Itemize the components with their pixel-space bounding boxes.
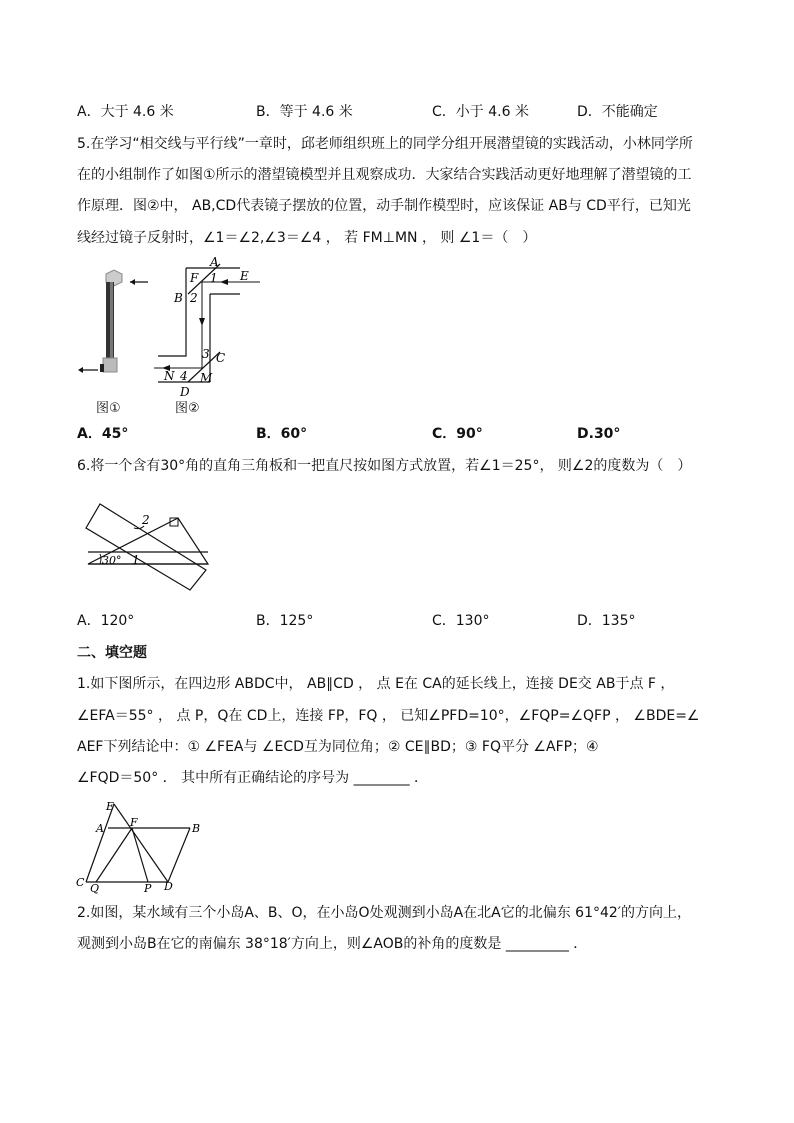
label-d: D — [180, 385, 190, 399]
q6-option-b: B．125° — [256, 613, 314, 629]
q4-option-c: C．小于 4.6 米 — [432, 104, 529, 120]
label-angle-4: 4 — [180, 369, 188, 383]
periscope-diagram-figure — [150, 255, 270, 399]
f1-label-c: C — [76, 876, 85, 889]
label-m: M — [200, 371, 213, 385]
label-c: C — [216, 351, 226, 365]
fig2-caption: 图② — [175, 401, 200, 416]
periscope-model-figure — [78, 268, 138, 388]
f1-label-e: E — [106, 800, 115, 813]
q6-label-angle-2: 2 — [142, 513, 150, 527]
f1-label-f: F — [130, 816, 138, 829]
f2-line-2: 观测到小岛B在它的南偏东 38°18′方向上，则∠AOB的补角的度数是 _________ ． — [77, 936, 588, 952]
quadrilateral-figure — [76, 800, 208, 895]
q6-line: 6.将一个含有30°角的直角三角板和一把直尺按如图方式放置，若∠1＝25°， 则∠2的度数为（ ） — [77, 458, 692, 474]
fig1-caption: 图① — [96, 401, 121, 416]
f2-line-1: 2.如图，某水域有三个小岛A、B、O，在小岛O处观测到小岛A在北A它的北偏东 61°42′的方向上， — [77, 905, 691, 921]
f1-label-p: P — [144, 882, 152, 895]
f1-line-2: ∠EFA＝55° ， 点 P，Q在 CD上，连接 FP，FQ ， 已知∠PFD=10°，∠FQP=∠QFP ， ∠BDE=∠ — [77, 708, 700, 724]
f1-label-q: Q — [90, 882, 100, 895]
f1-line-1: 1.如下图所示，在四边形 ABDC中， AB∥CD ， 点 E在 CA的延长线上，连接 DE交 AB于点 F ， — [77, 676, 675, 692]
label-f: F — [190, 271, 199, 285]
label-b: B — [174, 291, 183, 305]
label-angle-2: 2 — [190, 291, 198, 305]
q6-label-angle-1: 1 — [132, 553, 140, 567]
q6-option-c: C．130° — [432, 613, 490, 629]
f1-label-a: A — [96, 822, 104, 835]
q6-option-a: A．120° — [77, 613, 135, 629]
f1-line-4: ∠FQD＝50° ． 其中所有正确结论的序号为 ________ ． — [77, 770, 429, 786]
q5-line-1: 5.在学习“相交线与平行线”一章时，邱老师组织班上的同学分组开展潜望镜的实践活动，小林同学所 — [77, 136, 693, 152]
q4-option-b: B．等于 4.6 米 — [256, 104, 353, 120]
q5-line-3: 作原理．图②中， AB,CD代表镜子摆放的位置，动手制作模型时，应该保证 AB与 CD平行，已知光 — [77, 198, 691, 214]
section-title-fill-in: 二、填空题 — [77, 645, 147, 661]
q6-option-d: D．135° — [577, 613, 636, 629]
q5-option-b: B．60° — [256, 426, 308, 442]
q4-option-a: A．大于 4.6 米 — [77, 104, 174, 120]
f1-line-3: AEF下列结论中：① ∠FEA与 ∠ECD互为同位角；② CE∥BD；③ FQ平分 ∠AFP；④ — [77, 739, 599, 755]
triangle-ruler-figure — [86, 500, 226, 590]
q5-line-2: 在的小组制作了如图①所示的潜望镜模型并且观察成功．大家结合实践活动更好地理解了潜望镜的工 — [77, 167, 692, 183]
q5-line-4: 线经过镜子反射时，∠1＝∠2,∠3＝∠4 ， 若 FM⊥MN ， 则 ∠1＝（ ） — [77, 230, 537, 246]
label-a: A — [210, 255, 219, 269]
label-angle-1: 1 — [210, 271, 218, 285]
label-angle-3: 3 — [202, 347, 210, 361]
label-e: E — [240, 269, 249, 283]
q6-label-30: 30° — [102, 554, 122, 567]
label-n: N — [164, 369, 175, 383]
q5-option-a: A．45° — [77, 426, 129, 442]
q4-option-d: D．不能确定 — [577, 104, 658, 120]
f1-label-b: B — [192, 822, 201, 835]
q5-option-c: C．90° — [432, 426, 483, 442]
q5-option-d: D.30° — [577, 426, 621, 442]
f1-label-d: D — [164, 880, 173, 893]
